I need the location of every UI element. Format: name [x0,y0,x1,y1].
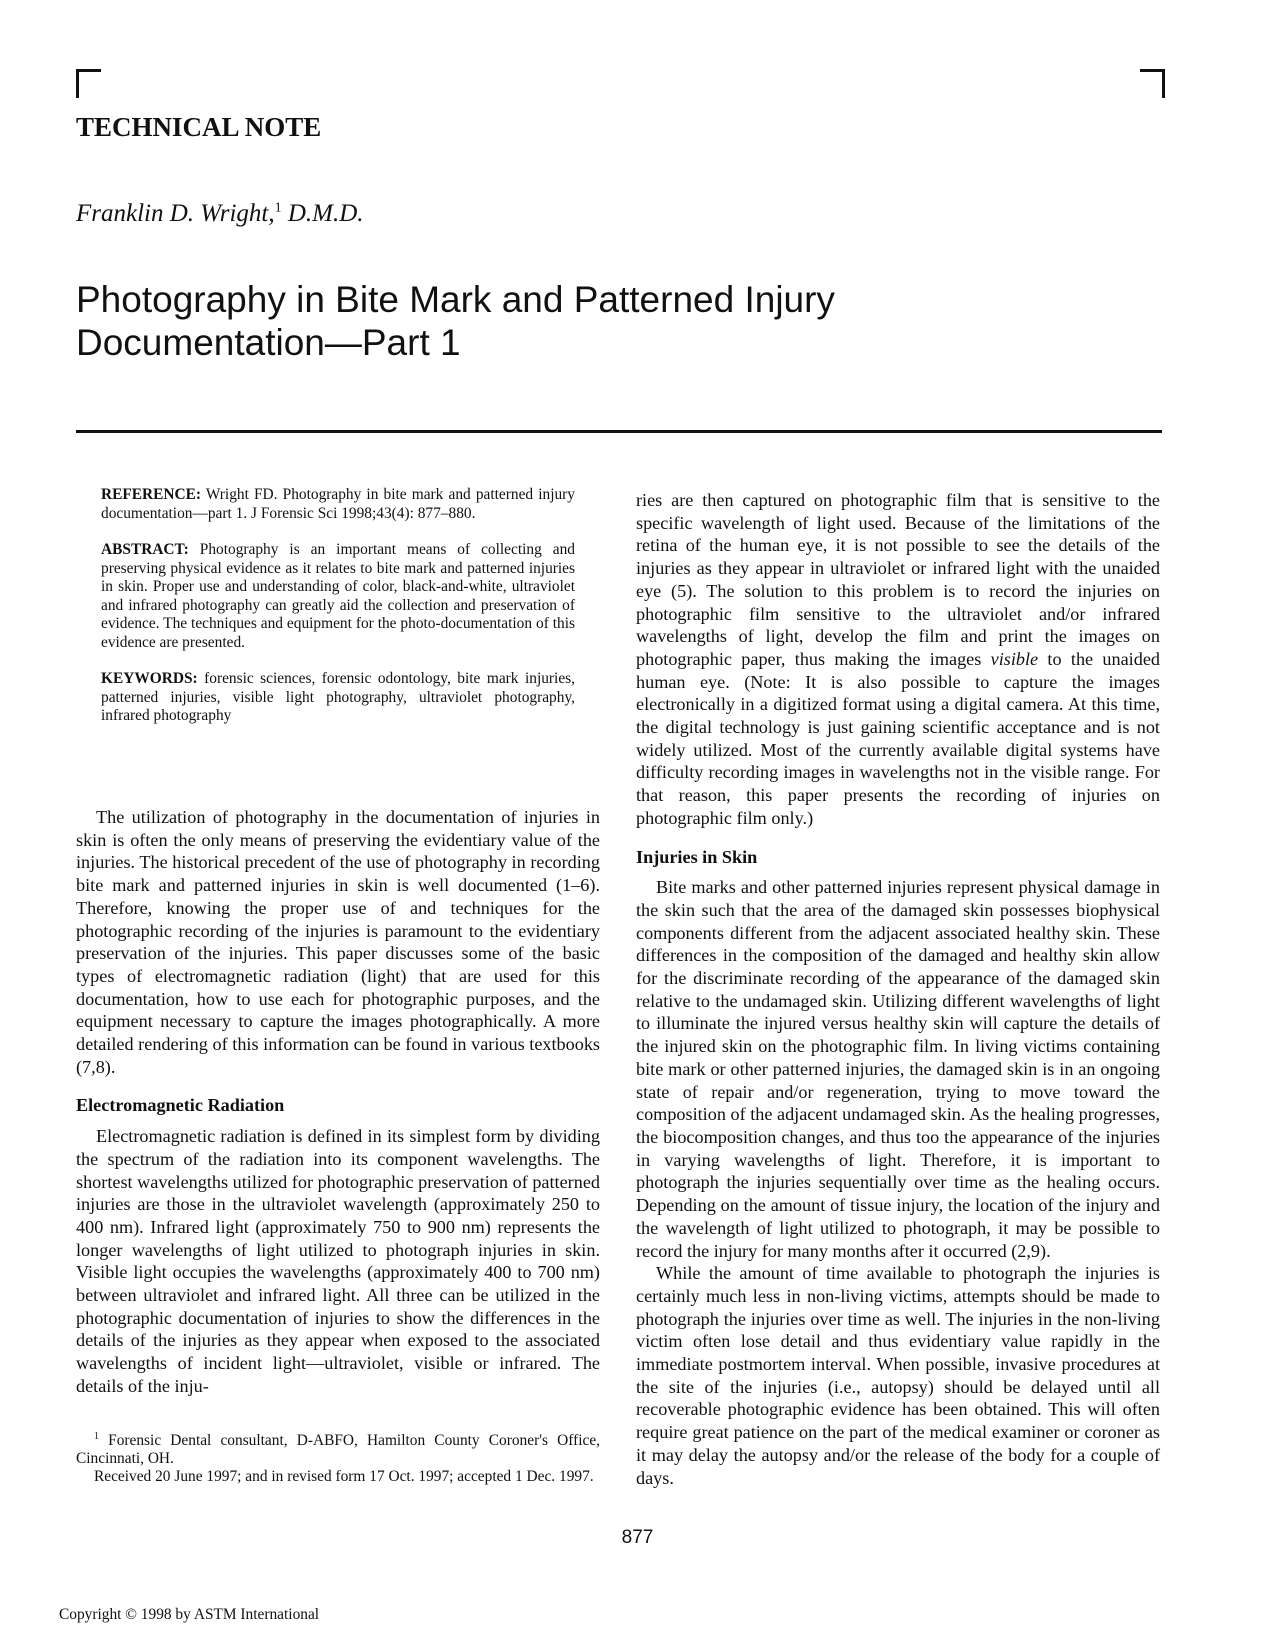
footnote-1-text: Forensic Dental consultant, D-ABFO, Hamilton County Coroner's Office, Cincinnati, OH. [76,1432,600,1468]
corner-mark-top-left [76,69,101,98]
copyright-notice: Copyright © 1998 by ASTM International [59,1606,320,1623]
author-name: Franklin D. Wright, [76,200,275,227]
footnote-1-marker: 1 [94,1431,99,1442]
heading-injuries-in-skin: Injuries in Skin [636,846,758,867]
footnotes [76,1428,600,1486]
continuation-paragraph [636,489,1160,830]
keywords-paragraph [101,670,575,726]
continuation-italic: visible [990,648,1039,669]
section-label: TECHNICAL NOTE [76,112,322,142]
paper-title: Photography in Bite Mark and Patterned Injury Documentation—Part 1 [76,279,835,363]
author-degree: D.M.D. [281,200,364,227]
abstract-text: Photography is an important means of collecting and preserving physical evidence as it relates to bite mark and patterned injuries in skin. Proper use and understanding of color, black-and-white, ultraviolet and infrared photography can greatly aid the collection and preservation of evidence. The techniques and equipment for the photo-documentation of this evidence are presented. [101,541,575,651]
reference-paragraph [101,486,575,523]
keywords-text: forensic sciences, forensic odontology, bite mark injuries, patterned injuries, visible light photography, ultraviolet photography, infrared photography [101,670,575,724]
right-column [636,489,1160,1489]
reference-text: Wright FD. Photography in bite mark and patterned injury documentation—part 1. J Forensic Sci 1998;43(4): 877–880. [101,486,575,522]
abstract-block [101,486,575,744]
title-divider [76,430,1162,433]
keywords-label: KEYWORDS: [101,670,198,687]
continuation-text-2: to the unaided human eye. (Note: It is also possible to capture the images electronically in a digitized format using a digital camera. At this time, the digital technology is just gaining scientific acceptance and is not widely utilized. Most of the currently available digital systems have difficulty recording images in wavelengths not in the visible range. For that reason, this paper presents the recording of injuries on photographic film only.) [636,648,1160,828]
corner-mark-top-right [1140,69,1165,98]
skin-paragraph-1: Bite marks and other patterned injuries represent physical damage in the skin such that the area of the damaged skin possesses biophysical components different from the adjacent associated healthy skin. These differences in the composition of the damaged and healthy skin allow for the discriminate recording of the appearance of the damaged skin relative to the undamaged skin. Utilizing different wavelengths of light to illuminate the injured versus healthy skin will capture the details of the injured skin on the photographic film. In living victims containing bite mark or other patterned injuries, the damaged skin is in an ongoing state of repair and/or regeneration, trying to move toward the composition of the adjacent undamaged skin. As the healing progresses, the biocomposition changes, and thus too the appearance of the injuries in varying wavelengths of light. Therefore, it is important to photograph the injuries sequentially over time as the healing occurs. Depending on the amount of tissue injury, the location of the injury and the wavelength of light utilized to photograph, it may be possible to record the injury for many months after it occurred (2,9). [636,877,1160,1261]
skin-paragraph-2: While the amount of time available to photograph the injuries is certainly much less in non-living victims, attempts should be made to photograph the injuries over time as well. The injuries in the non-living victim often lose detail and thus evidentiary value rapidly in the immediate postmortem interval. When possible, invasive procedures at the site of the injuries (i.e., autopsy) should be delayed until all recoverable photographic evidence has been obtained. This will often require great patience on the part of the medical examiner or coroner as it may delay the autopsy and/or the release of the body for a couple of days. [636,1263,1160,1488]
continuation-text-1: ries are then captured on photographic film that is sensitive to the specific wavelength of light used. Because of the limitations of the retina of the human eye, it is not possible to see the details of the injuries as they appear in ultraviolet or infrared light with the unaided eye (5). The solution to this problem is to record the injuries on photographic film sensitive to the ultraviolet and/or infrared wavelengths of light, develop the film and print the images on photographic paper, thus making the images [636,490,1160,669]
intro-paragraph: The utilization of photography in the documentation of injuries in skin is often the only means of preserving the evidentiary value of the injuries. The historical precedent of the use of photography in recording bite mark and patterned injuries in skin is well documented (1–6). Therefore, knowing the proper use of and techniques for the photographic recording of the injuries is paramount to the evidentiary preservation of the injuries. This paper discusses some of the basic types of electromagnetic radiation (light) that are used for this documentation, how to use each for photographic purposes, and the equipment necessary to capture the images photographically. A more detailed rendering of this information can be found in various textbooks (7,8). [76,807,600,1077]
left-column [76,806,600,1398]
abstract-paragraph [101,541,575,652]
reference-label: REFERENCE: [101,486,202,503]
author-line [76,200,364,228]
received-note: Received 20 June 1997; and in revised form 17 Oct. 1997; accepted 1 Dec. 1997. [94,1468,594,1486]
em-paragraph: Electromagnetic radiation is defined in its simplest form by dividing the spectrum of the radiation into its component wavelengths. The shortest wavelengths utilized for photographic preservation of patterned injuries are those in the ultraviolet wavelength (approximately 250 to 400 nm). Infrared light (approximately 750 to 900 nm) represents the longer wavelengths of light utilized to photograph injuries in skin. Visible light occupies the wavelengths (approximately 400 to 700 nm) between ultraviolet and infrared light. All three can be utilized in the photographic documentation of injuries to show the differences in the details of the injuries as they appear when exposed to the associated wavelengths of incident light—ultraviolet, visible or infrared. The details of the inju- [76,1126,600,1396]
page-number: 877 [621,1527,654,1548]
footnote-1 [76,1428,600,1468]
abstract-label: ABSTRACT: [101,541,189,558]
heading-electromagnetic-radiation: Electromagnetic Radiation [76,1095,285,1116]
author-footnote-marker: 1 [274,200,282,216]
